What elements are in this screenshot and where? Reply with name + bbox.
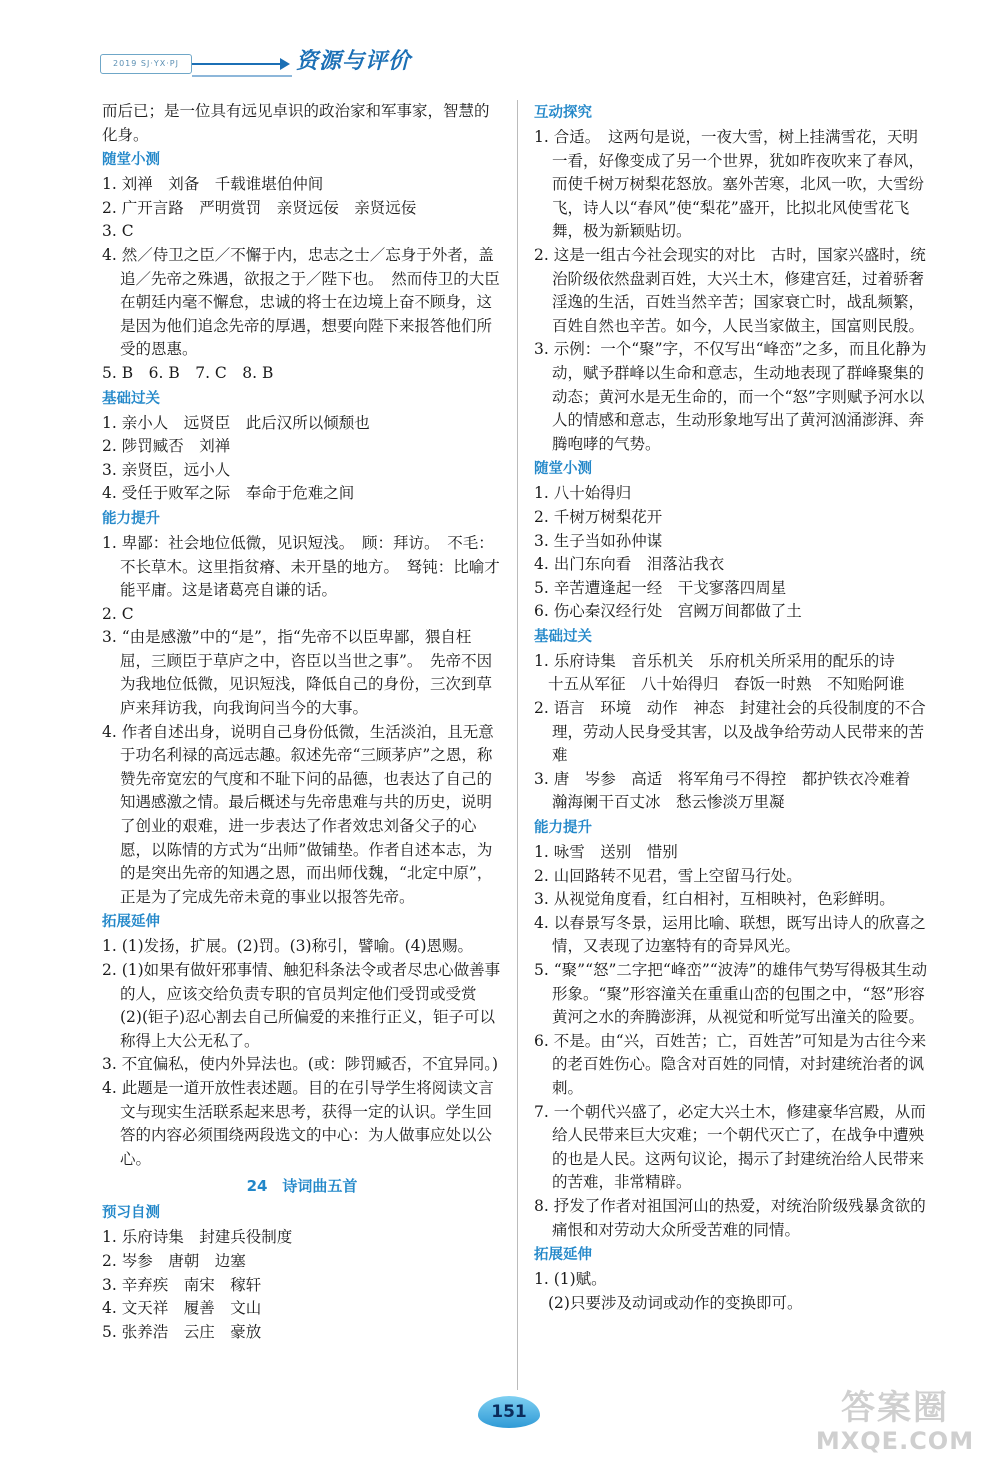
section-heading: 基础过关 (534, 628, 592, 645)
section-heading: 随堂小测 (534, 461, 592, 478)
watermark-site-text: MXQE.COM (815, 1427, 975, 1455)
answer-item: 1. 咏雪 送别 惜别 (534, 843, 678, 862)
watermark-logo (800, 1388, 990, 1458)
watermark-logo-text: 答案圈 (841, 1388, 949, 1428)
answer-item: 6. 不是。由“兴，百姓苦；亡，百姓苦”可知是为古往今来的老百姓伤心。隐含对百姓的同情，对封建统治者的讽刺。 (534, 1031, 927, 1097)
answer-item: 1. (1)发扬，扩展。(2)罚。(3)称引，譬喻。(4)恩赐。 (102, 937, 474, 956)
answer-item: 5. “聚”“怒”二字把“峰峦”“波涛”的雄伟气势写得极其生动形象。“聚”形容潼关在重重山峦的包围之中，“怒”形容黄河之水的奔腾澎湃，从视觉和听觉写出潼关的险要。 (534, 961, 928, 1027)
right-column (534, 100, 928, 1315)
answer-item: 2. 语言 环境 动作 神态 封建社会的兵役制度的不合理，劳动人民身受其害，以及战争给劳动人民带来的苦难 (534, 699, 926, 765)
section-heading: 随堂小测 (102, 152, 160, 169)
answer-item: 3. C (102, 222, 134, 241)
section-heading: 预习自测 (102, 1205, 160, 1222)
answer-item: 2. 千树万树梨花开 (534, 507, 663, 526)
section-heading: 能力提升 (534, 820, 592, 837)
column-divider (517, 100, 518, 1390)
answer-item: 5. 辛苦遭逢起一经 干戈寥落四周星 (534, 578, 787, 597)
answer-item: 1. 亲小人 远贤臣 此后汉所以倾颓也 (102, 413, 370, 432)
section-heading: 能力提升 (102, 510, 160, 527)
answer-item: 8. 抒发了作者对祖国河山的热爱，对统治阶级残暴贪欲的痛恨和对劳动大众所受苦难的同情。 (534, 1196, 926, 1239)
page-header (100, 42, 412, 82)
answer-item: 3. 示例：一个“聚”字，不仅写出“峰峦”之多，而且化静为动，赋予群峰以生命和意志，生动地表现了群峰聚集的动态；黄河水是无生命的，而一个“怒”字则赋予河水以人的情感和意志，生动形象地写出了黄河汹涌澎湃、奔腾咆哮的气势。 (534, 340, 927, 453)
answer-item: 4. 出门东向看 泪落沾我衣 (534, 555, 725, 574)
answer-item: 3. 不宜偏私，使内外异法也。(或：陟罚臧否，不宜异同。) (102, 1055, 499, 1074)
answer-item: 3. 亲贤臣，远小人 (102, 460, 231, 479)
answer-item: 1. 乐府诗集 封建兵役制度 (102, 1228, 293, 1247)
answer-item: 1. 乐府诗集 音乐机关 乐府机关所采用的配乐的诗 (534, 651, 895, 670)
answer-item: 2. 岑参 唐朝 边塞 (102, 1251, 246, 1270)
answer-item: 1. (1)赋。 (534, 1270, 607, 1289)
answer-item: 2. 这是一组古今社会现实的对比 古时，国家兴盛时，统治阶级依然盘剥百姓，大兴土木，修建宫廷，过着骄奢淫逸的生活，百姓当然辛苦；国家衰亡时，战乱频繁，百姓自然也辛苦。如今，人民当家做主，国富则民殷。 (534, 245, 926, 335)
answer-item: 2. 广开言路 严明赏罚 亲贤远佞 亲贤远佞 (102, 198, 417, 217)
answer-item: 2. C (102, 604, 134, 623)
answer-item-continued: 十五从军征 八十始得归 舂饭一时熟 不知贻阿谁 (548, 675, 905, 694)
left-column (102, 100, 502, 1344)
answer-item: 1. 合适。 这两句是说，一夜大雪，树上挂满雪花，天明一看，好像变成了另一个世界，犹如昨夜吹来了春风，而使千树万树梨花怒放。塞外苦寒，北风一吹，大雪纷飞，诗人以“春风”使“梨花”盛开，比拟北风使雪花飞舞，极为新颖贴切。 (534, 128, 925, 241)
answer-item-continued: (2)只要涉及动词或动作的变换即可。 (548, 1293, 803, 1312)
answer-item: 5. B 6. B 7. C 8. B (102, 363, 274, 382)
intro-text: 而后已；是一位具有远见卓识的政治家和军事家，智慧的化身。 (102, 102, 490, 144)
answer-item: 4. 以春景写冬景，运用比喻、联想，既写出诗人的欣喜之情，又表现了边塞特有的奇异风光。 (534, 913, 926, 956)
answer-item: 4. 此题是一道开放性表述题。目的在引导学生将阅读文言文与现实生活联系起来思考，获得一定的认识。学生回答的内容必须围绕两段选文的中心：为人做事应处以公心。 (102, 1078, 494, 1168)
answer-item: 2. 陟罚臧否 刘禅 (102, 437, 231, 456)
answer-item: 1. 卑鄙：社会地位低微，见识短浅。 顾：拜访。 不毛：不长草木。这里指贫瘠、未开垦的地方。 驽钝：比喻才能平庸。这是诸葛亮自谦的话。 (102, 533, 500, 600)
page-number: 151 (478, 1396, 540, 1428)
arrow-icon (192, 54, 292, 78)
answer-item: 5. 张养浩 云庄 豪放 (102, 1322, 262, 1341)
header-tag: 2019 SJ·YX·PJ (100, 54, 192, 74)
answer-item: 2. (1)如果有做奸邪事情、触犯科条法令或者尽忠心做善事的人，应该交给负责专职的官员判定他们受罚或受赏 (2)(钜子)忍心割去自己所偏爱的来推行正义，钜子可以称得上大公无私了。 (102, 961, 501, 1050)
answer-item: 4. 然／侍卫之臣／不懈于内，忠志之士／忘身于外者，盖追／先帝之殊遇，欲报之于／陛下也。 然而侍卫的大臣在朝廷内毫不懈怠，忠诚的将士在边境上奋不顾身，这是因为他们追念先帝的厚遇，想要向陛下来报答他们所受的恩惠。 (102, 245, 500, 359)
answer-item: 2. 山回路转不见君，雪上空留马行处。 (534, 866, 802, 885)
answer-item: 4. 作者自述出身，说明自己身份低微，生活淡泊，且无意于功名利禄的高远志趣。叙述先帝“三顾茅庐”之恩，称赞先帝宽宏的气度和不耻下问的品德，也表达了自己的知遇感激之情。最后概述与先帝患难与共的历史，说明了创业的艰难，进一步表达了作者效忠刘备父子的心愿，以陈情的方式为“出师”做铺垫。作者自述本志，为的是突出先帝的知遇之恩，而出师伐魏，“北定中原”，正是为了完成先帝未竟的事业以报答先帝。 (102, 722, 494, 906)
section-heading: 基础过关 (102, 390, 160, 407)
section-heading: 拓展延伸 (102, 914, 160, 931)
answer-item: 6. 伤心秦汉经行处 宫阙万间都做了土 (534, 602, 802, 621)
section-heading: 拓展延伸 (534, 1247, 592, 1264)
answer-item: 3. 从视觉角度看，红白相衬，互相映衬，色彩鲜明。 (534, 890, 895, 909)
answer-item: 3. 辛弃疾 南宋 稼轩 (102, 1275, 262, 1294)
answer-item: 3. “由是感激”中的“是”，指“先帝不以臣卑鄙，猥自枉屈，三顾臣于草庐之中，咨臣以当世之事”。 先帝不因为我地位低微，见识短浅，降低自己的身份，三次到草庐来拜访我，向我询问当今的大事。 (102, 628, 493, 718)
book-title: 资源与评价 (296, 49, 412, 74)
answer-item: 3. 唐 岑参 高适 将军角弓不得控 都护铁衣冷难着 瀚海阑干百丈冰 愁云惨淡万里凝 (534, 769, 926, 812)
chapter-title: 24 诗词曲五首 (246, 1177, 358, 1196)
answer-item: 4. 文天祥 履善 文山 (102, 1299, 262, 1318)
answer-item: 1. 八十始得归 (534, 484, 632, 503)
answer-item: 3. 生子当如孙仲谋 (534, 531, 663, 550)
answer-item: 7. 一个朝代兴盛了，必定大兴土木，修建豪华宫殿，从而给人民带来巨大灾难；一个朝代灭亡了，在战争中遭殃的也是人民。这两句议论，揭示了封建统治给人民带来的苦难，非常精辟。 (534, 1102, 926, 1192)
section-heading: 互动探究 (534, 105, 592, 121)
answer-item: 1. 刘禅 刘备 千载谁堪伯仲间 (102, 175, 324, 194)
answer-item: 4. 受任于败军之际 奉命于危难之间 (102, 484, 355, 503)
